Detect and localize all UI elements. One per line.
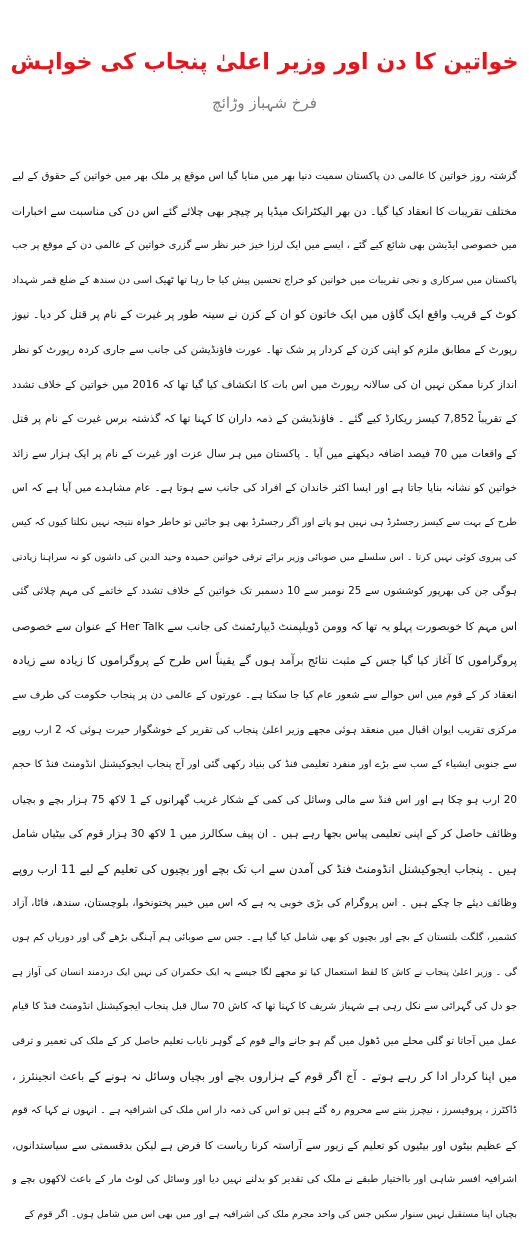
article-byline: فرخ شہباز وڑائچ [212, 94, 317, 112]
article-headline: خواتین کا دن اور وزیر اعلیٰ پنجاب کی خواہش [10, 48, 519, 75]
body-line: ہوگی جن کی بھرپور کوششوں سے 25 نومبر سے 10 دسمبر تک خواتین کے خلاف تشدد کے خاتمے کی مہم چلائی گئی [12, 586, 517, 598]
body-line: جو دل کی گہرائی سے نکل رہی ہے شہباز شریف کا کہنا تھا کہ کاش 70 سال قبل پنجاب ایجوکیشنل انڈومنٹ فنڈ کا قیام [12, 1001, 517, 1013]
body-line: پاکستان میں سرکاری و نجی تقریبات میں خواتین کو خراج تحسین پیش کیا جا رہا تھا ٹھیک اسی دن سندھ کے ضلع قمر شہداد [12, 274, 517, 286]
body-line: انداز کرنا ممکن نہیں ان کی سالانہ رپورٹ میں اس بات کا انکشاف کیا گیا تھا کہ 2016 میں خواتین کے خلاف تشدد [12, 378, 517, 391]
body-line: کے واقعات میں 70 فیصد اضافہ دیکھنے میں آیا ۔ پاکستان میں ہر سال عزت اور غیرت کے نام پر ایک ہزار سے زائد [12, 447, 517, 460]
body-line: 20 ارب ہو چکا ہے اور اس فنڈ سے مالی وسائل کی کمی کے شکار غریب گھرانوں کے 1 لاکھ 75 ہزار بچے و بچیاں [12, 793, 517, 806]
body-line: اشرافیہ افسر شاہی اور بااختیار طبقے نے ملک کی تقدیر کو بدلنے نہیں دیا اور وسائل کی لوٹ مار کے باعث لاکھوں بچے و [12, 1174, 517, 1186]
article-body [12, 160, 517, 1232]
body-line: کشمیر، گلگت بلتستان کے بچے اور بچیوں کو بھی شامل کیا گیا ہے۔ جس سے صوبائی ہم آہنگی بڑھے گی اور دوریاں کم ہوں [12, 932, 517, 944]
body-line: کی پیروی کوئی نہیں کرتا ۔ اس سلسلے میں صوبائی وزیر برائے ترقی خواتین حمیدہ وحید الدین کی داشوں کو نہ سراہنا زیادتی [12, 551, 517, 563]
body-line: اس مہم کا خوبصورت پہلو یہ تھا کہ وومن ڈویلپمنٹ ڈیپارٹمنٹ کی جانب سے Her Talk کے عنوان سے خصوصی [12, 619, 517, 633]
body-line: کوٹ کے قریب واقع ایک گاؤں میں ایک خاتون کو ان کے کزن نے سینہ طور پر غیرت کے نام پر قتل کر دیا۔ نیوز [12, 308, 517, 322]
body-line: وظائف حاصل کر کے اپنی تعلیمی پیاس بجھا رہے ہیں ۔ ان پیف سکالرز میں 1 لاکھ 30 ہزار قوم کی بیٹیاں شامل [12, 827, 517, 841]
body-line: طرح کے بہت سے کیسز رجسٹرڈ ہی نہیں ہو پاتے اور اگر رجسٹرڈ بھی ہو جائیں تو خاطر خواہ نتیجہ نہیں نکلتا کیوں کہ کیس [12, 516, 517, 528]
body-line: سے جنوبی ایشیاء کے سب سے بڑے اور منفرد تعلیمی فنڈ کی بنیاد رکھی گئی اور آج پنجاب ایجوکیشنل انڈومنٹ فنڈ کا حجم [12, 759, 517, 771]
body-line: کے عظیم بیٹوں اور بیٹیوں کو تعلیم کے زیور سے آراستہ کرنا ریاست کا فرض ہے لیکن بدقسمتی سے سیاستدانوں، [12, 1138, 517, 1152]
body-line: انعقاد کر کے قوم میں اس حوالے سے شعور عام کیا جا سکتا ہے۔ عورتوں کے عالمی دن پر پنجاب حکومت کی طرف سے [12, 689, 517, 701]
body-line: کے تقریباً 7,852 کیسز ریکارڈ کیے گئے ۔ فاؤنڈیشن کے ذمہ داران کا کہنا تھا کہ گذشتہ برس غیرت کے نام پر قتل [12, 412, 517, 426]
body-line: ہیں ۔ پنجاب ایجوکیشنل انڈومنٹ فنڈ کی آمدن سے اب تک بچے اور بچیوں کی تعلیم کے لیے 11 ارب روپے [12, 861, 517, 876]
body-line: ڈاکٹرز ، پروفیسرز ، نیچرز بننے سے محروم رہ گئے ہیں تو اس کی ذمہ دار اس ملک کی اشرافیہ ہے ۔ انہوں نے کہا کہ قوم [12, 1105, 517, 1117]
body-line: وظائف دیئے جا چکے ہیں ۔ اس پروگرام کی بڑی خوبی یہ ہے کہ اس میں خیبر پختونخوا، بلوچستان، سندھ، فاٹا، آزاد [12, 897, 517, 910]
body-line: میں خصوصی ایڈیشن بھی شائع کیے گئے ، ایسے میں ایک لرزا خیز خبر نظر سے گزری خواتین کے عالمی دن کے موقع پر جب [12, 240, 517, 252]
body-line: گی ۔ وزیر اعلیٰ پنجاب نے کاش کا لفظ استعمال کیا تو مجھے لگا جیسے یہ ایک حکمران کی نہیں ایک دردمند انسان کی آواز ہے [12, 966, 517, 978]
body-line: رپورٹ کے مطابق ملزم کو اپنی کزن کے کردار پر شک تھا۔ عورت فاؤنڈیشن کی جانب سے جاری کردہ رپورٹ کو نظر [12, 343, 517, 356]
body-line: بچیاں اپنا مستقبل نہیں سنوار سکیں جس کی واحد مجرم ملک کی اشرافیہ ہے اور میں بھی اس میں شامل ہوں۔ اگر قوم کے [24, 1208, 517, 1220]
body-line: مختلف تقریبات کا انعقاد کیا گیا۔ دن بھر الیکٹرانک میڈیا پر چیچر بھی چلائے گئے اس دن کی مناسبت سے اخبارات [12, 204, 517, 218]
body-line: عمل میں آجاتا تو گلی محلے میں ڈھول میں گم ہو جانے والے قوم کے گوہر نایاب تعلیم حاصل کر کے ملک کی تعمیر و ترقی [12, 1035, 517, 1047]
body-line: گزشتہ روز خواتین کا عالمی دن پاکستان سمیت دنیا بھر میں منایا گیا اس موقع پر ملک بھر میں خواتین کے حقوق کے لیے [12, 171, 517, 182]
body-line: خواتین کو نشانہ بنایا جاتا ہے اور ایسا اکثر خاندان کے افراد کی جانب سے ہوتا ہے۔ عام مشاہدے میں آیا ہے کہ اس [12, 482, 517, 495]
body-line: مرکزی تقریب ایوان اقبال میں منعقد ہوئی مجھے وزیر اعلیٰ پنجاب کی تقریر کے خوشگوار حیرت ہوئی کہ 2 ارب روپے [12, 724, 517, 736]
body-line: میں اپنا کردار ادا کر رہے ہوتے ۔ آج اگر قوم کے ہزاروں بچے اور بچیاں وسائل نہ ہونے کے باعث انجینئرز ، [12, 1069, 517, 1084]
body-line: پروگراموں کا آغاز کیا گیا جس کے مثبت نتائج برآمد ہوں گے یقیناً اس طرح کے پروگراموں کا زیادہ سے زیادہ [12, 654, 517, 668]
